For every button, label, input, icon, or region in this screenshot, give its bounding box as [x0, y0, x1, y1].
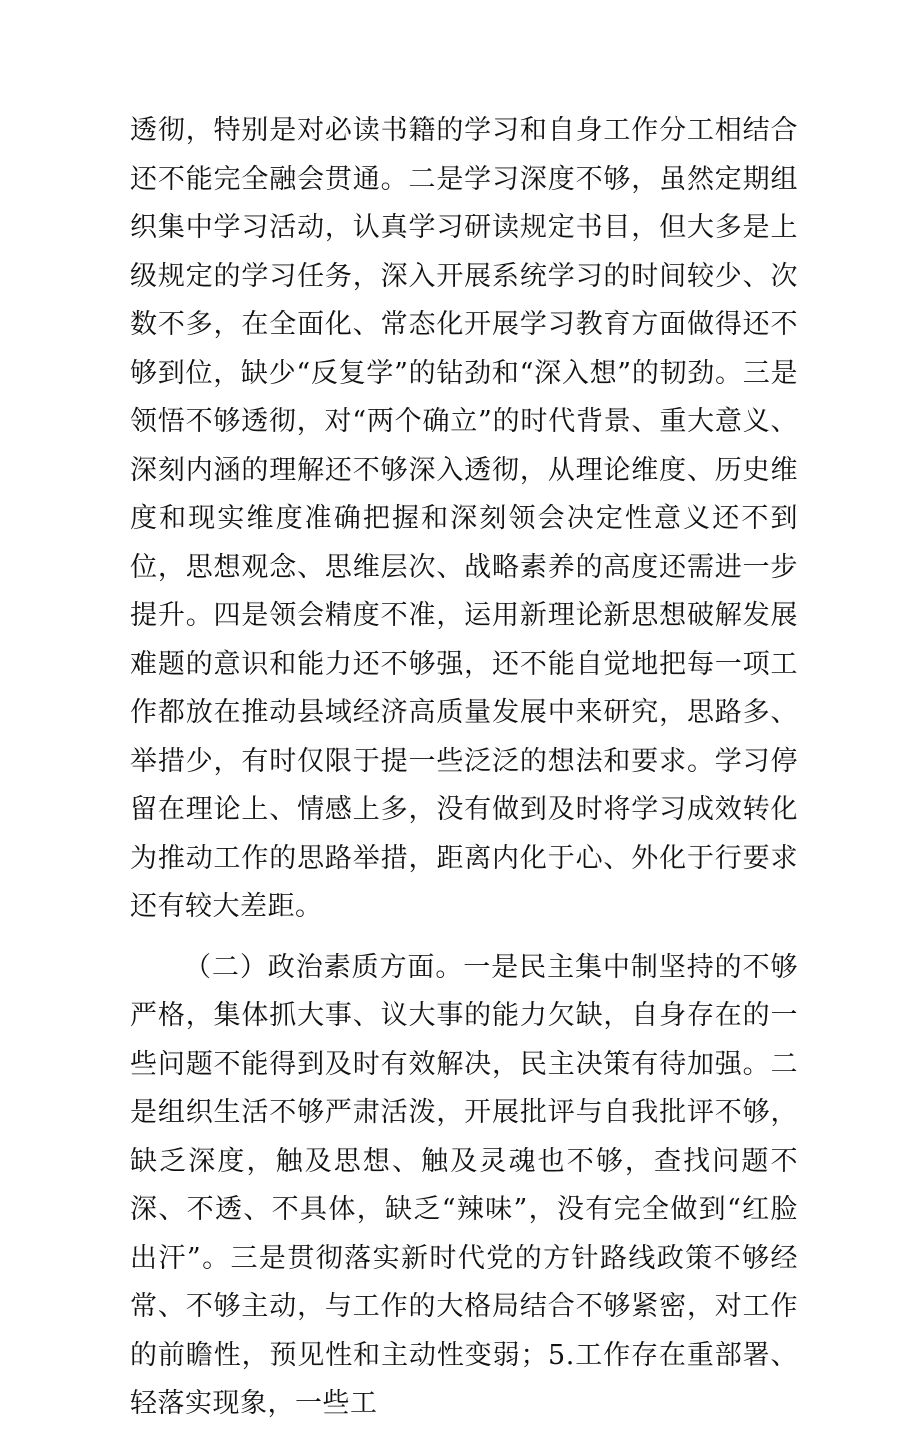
paragraph-political-quality: （二）政治素质方面。一是民主集中制坚持的不够严格，集体抓大事、议大事的能力欠缺，自身存在的一些问题不能得到及时有效解决，民主决策有待加强。二是组织生活不够严肃活泼，开展批评与自我批评不够，缺乏深度，触及思想、触及灵魂也不够，查找问题不深、不透、不具体，缺乏“辣味”，没有完全做到“红脸出汗”。三是贯彻落实新时代党的方针路线政策不够经常、不够主动，与工作的大格局结合不够紧密，对工作的前瞻性，预见性和主动性变弱；5.工作存在重部署、轻落实现象，一些工	[130, 951, 798, 1419]
document-body	[130, 107, 798, 1429]
paragraph-study-issues: 透彻，特别是对必读书籍的学习和自身工作分工相结合还不能完全融会贯通。二是学习深度不够，虽然定期组织集中学习活动，认真学习研读规定书目，但大多是上级规定的学习任务，深入开展系统学习的时间较少、次数不多，在全面化、常态化开展学习教育方面做得还不够到位，缺少“反复学”的钻劲和“深入想”的韧劲。三是领悟不够透彻，对“两个确立”的时代背景、重大意义、深刻内涵的理解还不够深入透彻，从理论维度、历史维度和现实维度准确把握和深刻领会决定性意义还不到位，思想观念、思维层次、战略素养的高度还需进一步提升。四是领会精度不准，运用新理论新思想破解发展难题的意识和能力还不够强，还不能自觉地把每一项工作都放在推动县域经济高质量发展中来研究，思路多、举措少，有时仅限于提一些泛泛的想法和要求。学习停留在理论上、情感上多，没有做到及时将学习成效转化为推动工作的思路举措，距离内化于心、外化于行要求还有较大差距。	[130, 115, 798, 922]
